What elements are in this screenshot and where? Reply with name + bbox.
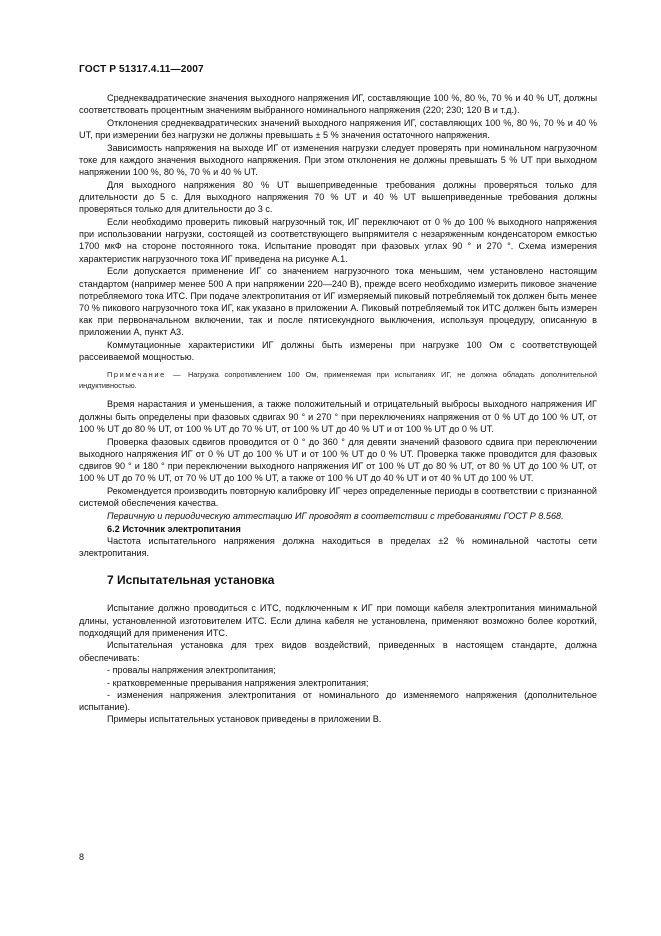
paragraph: Коммутационные характеристики ИГ должны быть измерены при нагрузке 100 Ом с соответствующей рассеиваемой мощностью.: [79, 340, 597, 363]
paragraph: Частота испытательного напряжения должна находиться в пределах ±2 % номинальной частоты сети электропитания.: [79, 535, 597, 558]
paragraph: Для выходного напряжения 80 % UT вышеприведенные требования должны проверяться только для длительности до 5 с. Для выходного напряжения 70 % UT и 40 % UT вышеприведенные требования должны проверяться только для длительности до 3 с.: [79, 179, 597, 215]
list-item: - изменения напряжения электропитания от номинального до изменяемого напряжения (дополнительное испытание).: [79, 689, 597, 713]
paragraph: Испытание должно проводиться с ИТС, подключенным к ИГ при помощи кабеля электропитания минимальной длины, установленной изготовителем ИТС. Если длина кабеля не установлена, применяют возможно более короткий, подходящий для применения ИТС.: [79, 603, 597, 638]
paragraph: Зависимость напряжения на выходе ИГ от изменения нагрузки следует проверять при номинальном нагрузочном токе для каждого значения выходного напряжения. При этом отклонения не должны превышать 5 % UT при выходном напряжении 100 %, 80 %, 70 % и 40 % UT.: [79, 142, 597, 178]
document-body: [79, 92, 597, 726]
note-label: Примечание —: [107, 370, 183, 380]
requirements-list: [79, 664, 597, 713]
note-text: Нагрузка сопротивлением 100 Ом, применяемая при испытаниях ИГ, не должна обладать дополнительной индуктивностью.: [79, 370, 598, 391]
section-heading-6-2: 6.2 Источник электропитания: [107, 523, 241, 534]
paragraph: Время нарастания и уменьшения, а также положительный и отрицательный выбросы выходного напряжения ИГ должны быть определены при фазовых сдвигах 90 ° и 270 ° при переключениях напряжения от 0 % UT до 100 % UT, от 100 % UT до 80 % UT, от 100 % UT до 70 % UT, от 100 % UT до 40 % UT и от 100 % UT до 0 % UT.: [79, 399, 597, 434]
list-item: - кратковременные прерывания напряжения электропитания;: [79, 677, 597, 689]
list-item: - провалы напряжения электропитания;: [79, 664, 597, 676]
page-number: 8: [79, 852, 85, 862]
note: [79, 369, 597, 391]
paragraph: Рекомендуется производить повторную калибровку ИГ через определенные периоды в соответствии с признанной системой обеспечения качества.: [79, 485, 597, 509]
paragraph: Примеры испытательных установок приведены в приложении В.: [107, 714, 382, 725]
paragraph: Если допускается применение ИГ со значением нагрузочного тока меньшим, чем установлено настоящим стандартом (например менее 500 А при напряжении 220—240 В), прежде всего необходимо измерить пиковое значение потребляемого тока ИТС. При подаче электропитания от ИГ измеряемый пиковый потребляемый ток должен быть менее 70 % пикового нагрузочного тока ИГ, как указано в приложении А. Пиковый потребляемый ток ИТС должен быть измерен как при первоначальном включении, так и после пятисекундного выключения, используя процедуру, описанную в приложении А, пункт А3.: [79, 266, 597, 338]
section-heading-7: 7 Испытательная установка: [107, 573, 275, 588]
paragraph: Среднеквадратические значения выходного напряжения ИГ, составляющие 100 %, 80 %, 70 % и 40 % UT, должны соответствовать процентным значениям выбранного номинального напряжения (220; 230; 120 В и т.д.).: [79, 93, 597, 116]
paragraph: Проверка фазовых сдвигов проводится от 0 ° до 360 ° для девяти значений фазового сдвига при переключении выходного напряжения ИГ от 0 % UT до 100 % UT и от 100 % UT до 0 % UT. Проверка также проводится для фазовых сдвигов 90 ° и 180 ° при переключении выходного напряжения ИГ от 100 % UT до 80 % UT, от 80 % UT до 100 % UT, от 100 % UT до 70 % UT, от 70 % UT до 100 % UT, а также от 100 % UT до 40 % UT и от 40 % UT до 100 % UT.: [79, 436, 597, 484]
paragraph: Если необходимо проверить пиковый нагрузочный ток, ИГ переключают от 0 % до 100 % выходного напряжения при использовании нагрузки, состоящей из соответствующего выпрямителя с незаряженным конденсатором емкостью 1700 мкФ на стороне постоянного тока. Испытание проводят при фазовых углах 90 ° и 270 °. Схема измерения характеристик нагрузочного тока ИГ приведена на рисунке А.1.: [79, 217, 597, 264]
document-header: ГОСТ Р 51317.4.11—2007: [79, 64, 204, 75]
paragraph: Отклонения среднеквадратических значений выходного напряжения ИГ, составляющих 100 %, 80 %, 70 % и 40 % UT, при измерении без нагрузки не должны превышать ± 5 % значения остаточного напряжения.: [79, 117, 597, 141]
paragraph-italic: Первичную и периодическую аттестацию ИГ проводят в соответствии с требованиями ГОСТ Р 8.568.: [107, 510, 564, 521]
paragraph: Испытательная установка для трех видов воздействий, приведенных в настоящем стандарте, должна обеспечивать:: [79, 640, 597, 663]
